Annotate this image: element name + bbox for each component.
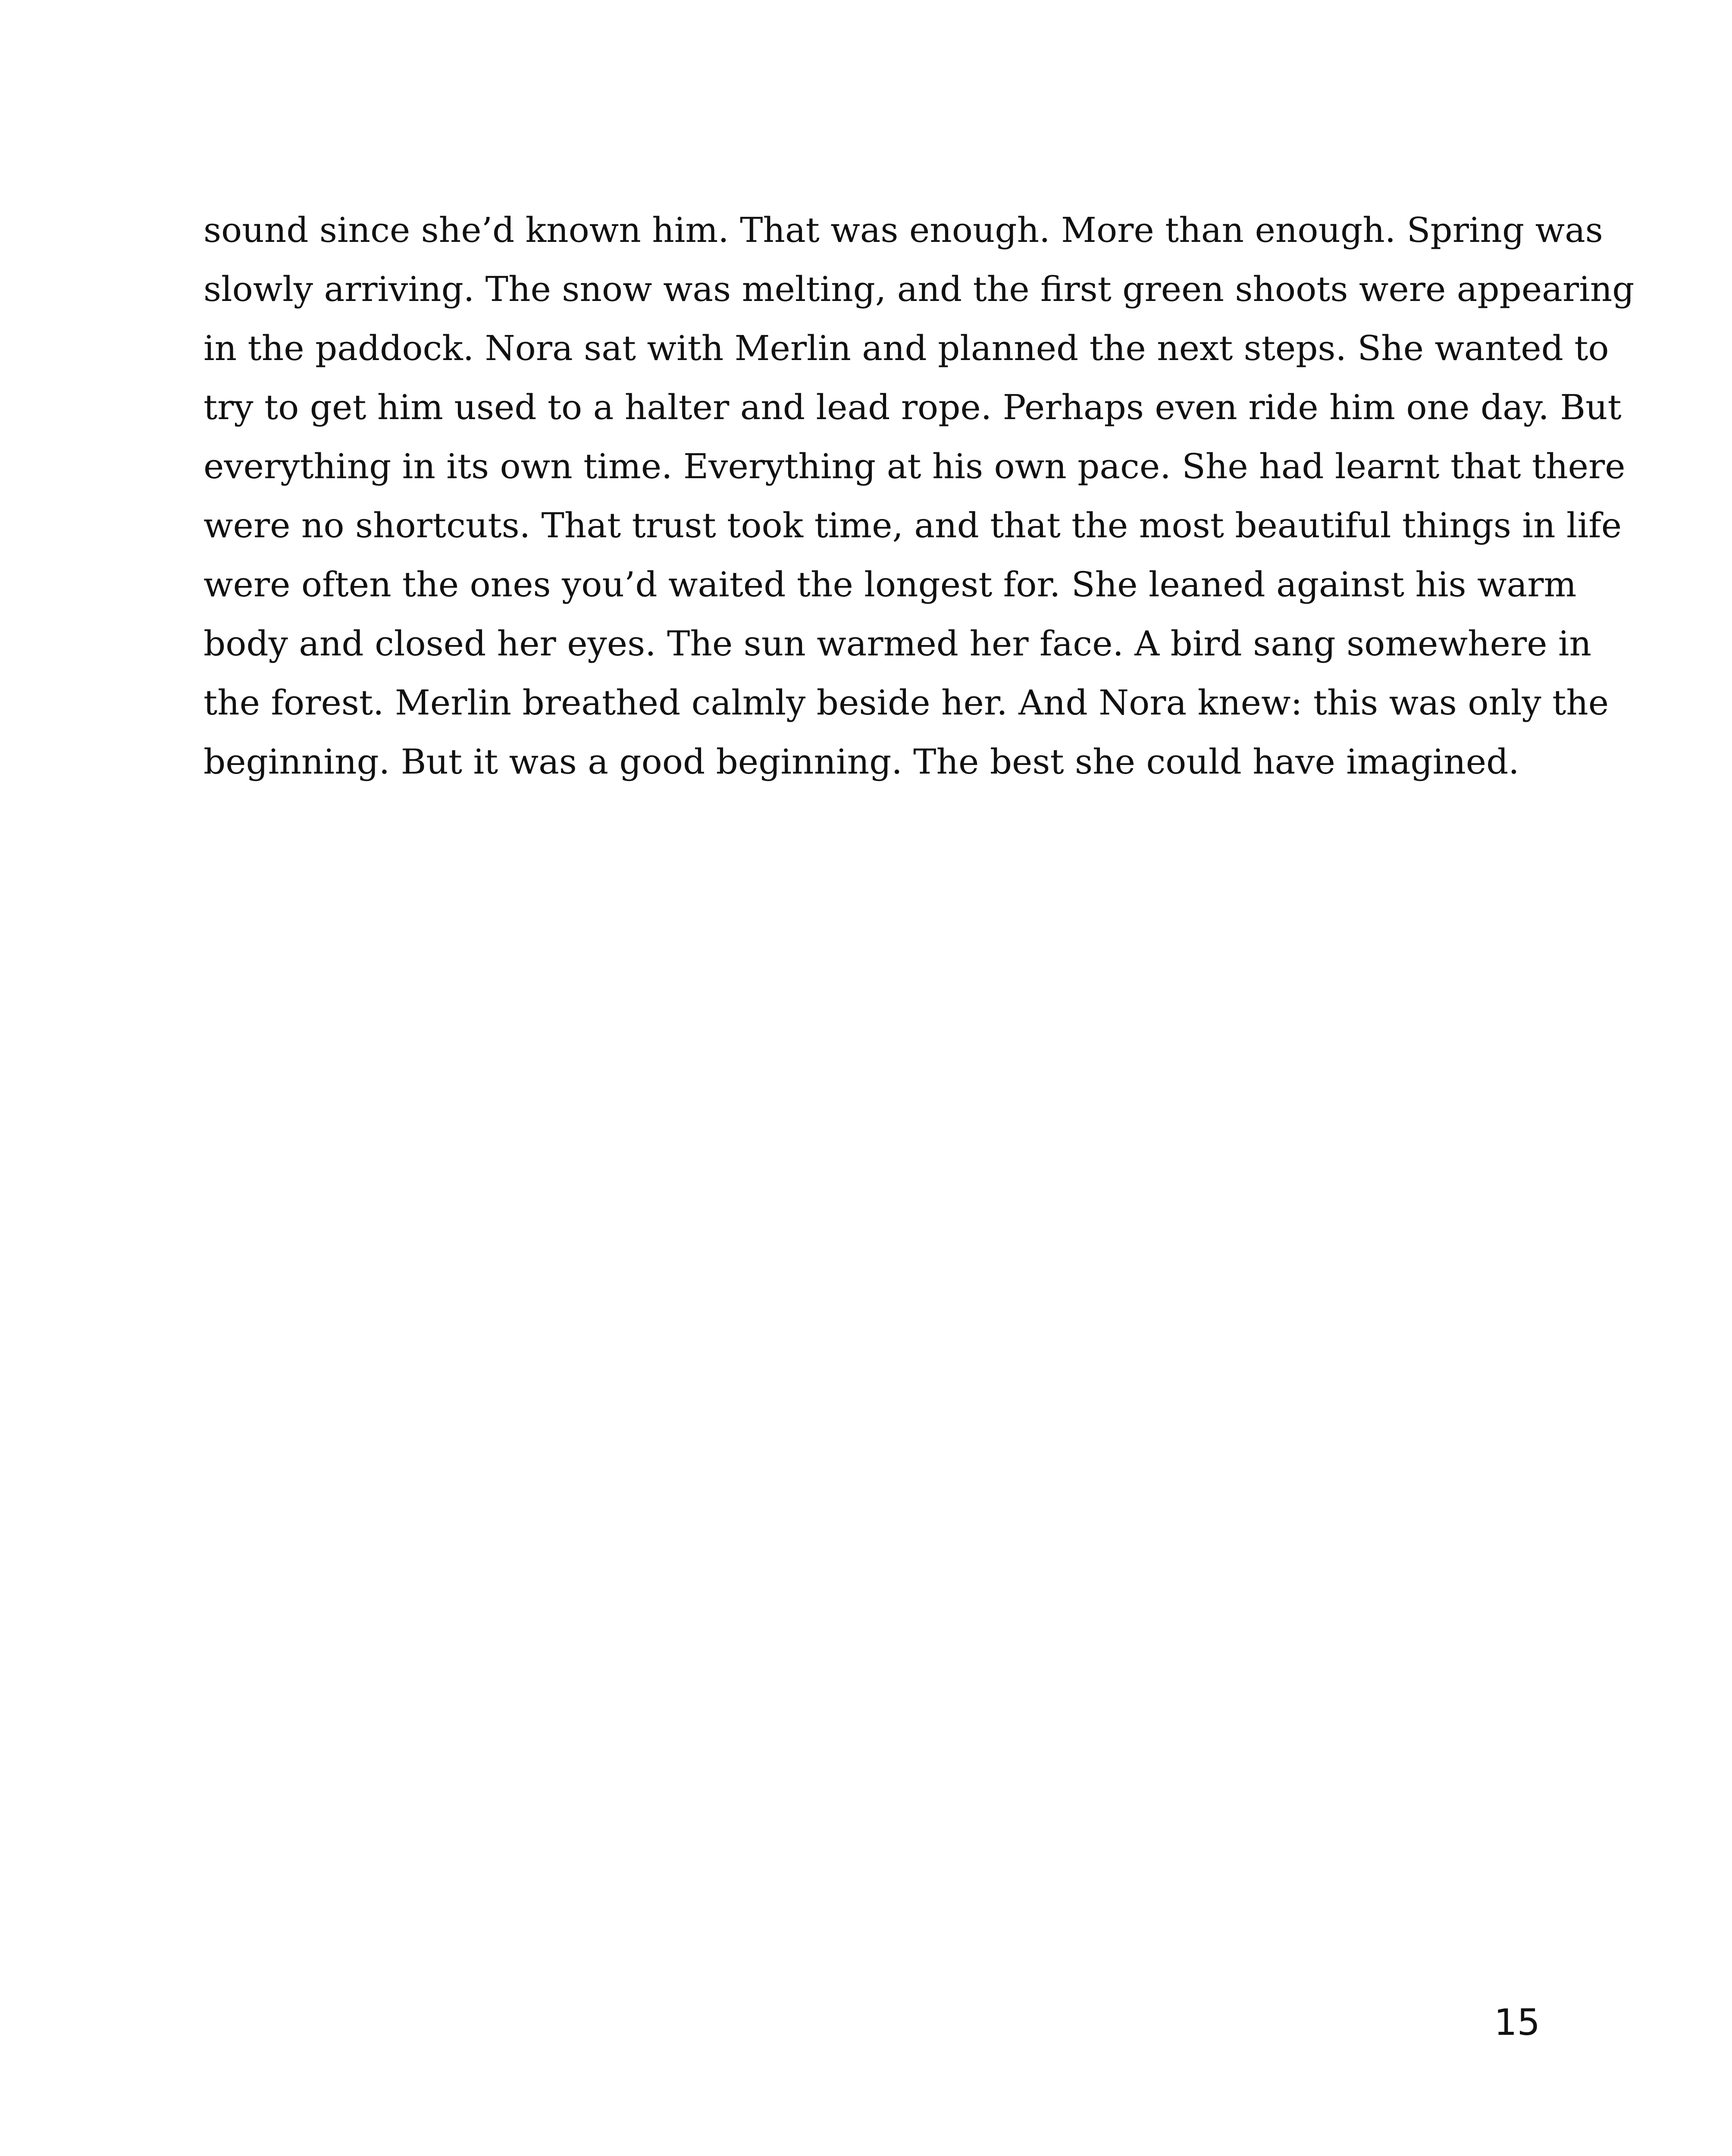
- body-paragraph: [204, 201, 1635, 791]
- paragraph-line: everything in its own time. Everything at his own pace. She had learnt that there: [204, 446, 1626, 486]
- paragraph-line: the forest. Merlin breathed calmly beside her. And Nora knew: this was only the: [204, 683, 1609, 723]
- paragraph-line: slowly arriving. The snow was melting, and the first green shoots were appearing: [204, 269, 1635, 309]
- paragraph-line: try to get him used to a halter and lead rope. Perhaps even ride him one day. But: [204, 387, 1622, 427]
- paragraph-line: sound since she’d known him. That was enough. More than enough. Spring was: [204, 210, 1603, 250]
- page-number: 15: [1494, 2001, 1540, 2043]
- paragraph-line: in the paddock. Nora sat with Merlin and planned the next steps. She wanted to: [204, 328, 1609, 368]
- paragraph-line: were no shortcuts. That trust took time, and that the most beautiful things in life: [204, 505, 1622, 545]
- paragraph-line: body and closed her eyes. The sun warmed her face. A bird sang somewhere in: [204, 624, 1591, 664]
- paragraph-line: beginning. But it was a good beginning. The best she could have imagined.: [204, 742, 1519, 782]
- paragraph-line: were often the ones you’d waited the longest for. She leaned against his warm: [204, 564, 1577, 605]
